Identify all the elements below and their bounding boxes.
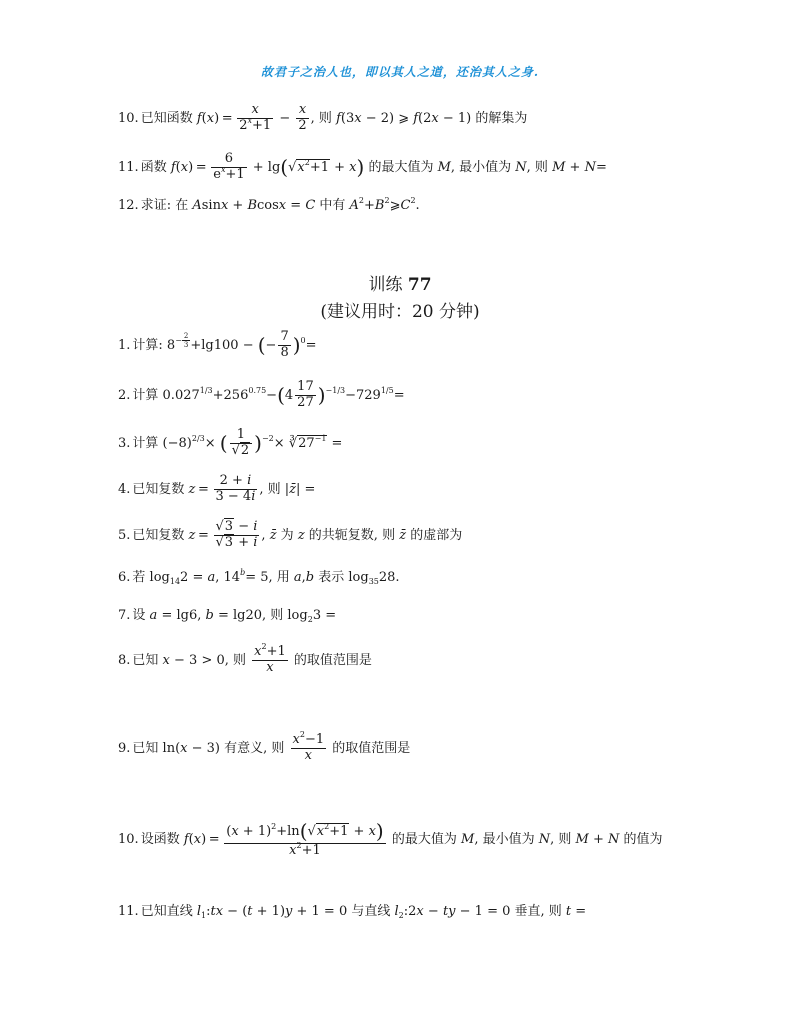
section-subtitle: (建议用时：20 分钟)	[320, 302, 480, 322]
question-10: 10. 设函数 f(x) = $\frac{(x + 1)^2+\ln(√x^2+1 + x)}{x^2+1}$ 的最大值为 M, 最小值为 N, 则 M + N 的值为	[118, 819, 663, 858]
question-8: 8. 已知 x − 3 > 0, 则 $\frac{x^2+1}{x}$ 的取值范围是	[118, 642, 372, 675]
top-question-10: 10. 已知函数 f(x) = $\frac{x}{2^x+1}$ − $\frac{x}{2}$ , 则 f(3x − 2) ⩾ f(2x − 1) 的解集为	[118, 102, 528, 133]
question-2: 2. 计算 $0.027^{1/3}+256^{0.75}-(4$ $\frac{17}{27}$ )$^{-1/3}-729^{1/5}=$	[118, 379, 405, 410]
question-7: 7. 设 a = lg6, b = lg20, 则 $\log_23$ =	[118, 608, 337, 624]
question-5: 5. 已知复数 z = $\frac{√3 - i}{√3 + i}$ , z̄ 为 z 的共轭复数, 则 z̄ 的虚部为	[118, 519, 463, 550]
question-9: 9. 已知 ln(x − 3) 有意义, 则 $\frac{x^2-1}{x}$ 的取值范围是	[118, 730, 411, 763]
top-question-12: 12. 求证: 在 Asinx + Bcosx = C 中有 $A^2+B^2⩾C^2$.	[118, 196, 420, 213]
top-question-11: 11. 函数 f(x) = $\frac{6}{e^x+1}$ + $\lg(√x^2+1 + x)$ 的最大值为 M, 最小值为 N, 则 M + N=	[118, 151, 607, 182]
question-4: 4. 已知复数 z = $\frac{2 + i}{3 - 4i}$ , 则 |z̄| =	[118, 473, 316, 504]
question-1: 1. 计算: $8^{- \frac{2}{3}}$ +lg100 − (− $\frac{7}{8}$ )$^0$=	[118, 329, 317, 360]
header-motto: 故君子之治人也，即以其人之道，还治其人之身.	[260, 65, 540, 79]
question-3: 3. 计算 $(-8)^{2/3}\times$ ( $\frac{1}{√2}$ )$^{-2}\times ∛27^{-1}$ =	[118, 427, 343, 458]
question-11: 11. 已知直线 $l_1:tx - (t + 1)y + 1 = 0$ 与直线 $l_2:2x$ − ty − 1 = 0 垂直, 则 t =	[118, 904, 587, 920]
question-6: 6. 若 $\log_{14}2 = a$, $14^b= 5$, 用 a,b 表示 $\log_{35}28$.	[118, 568, 400, 586]
section-title: 训练 77	[368, 275, 432, 295]
